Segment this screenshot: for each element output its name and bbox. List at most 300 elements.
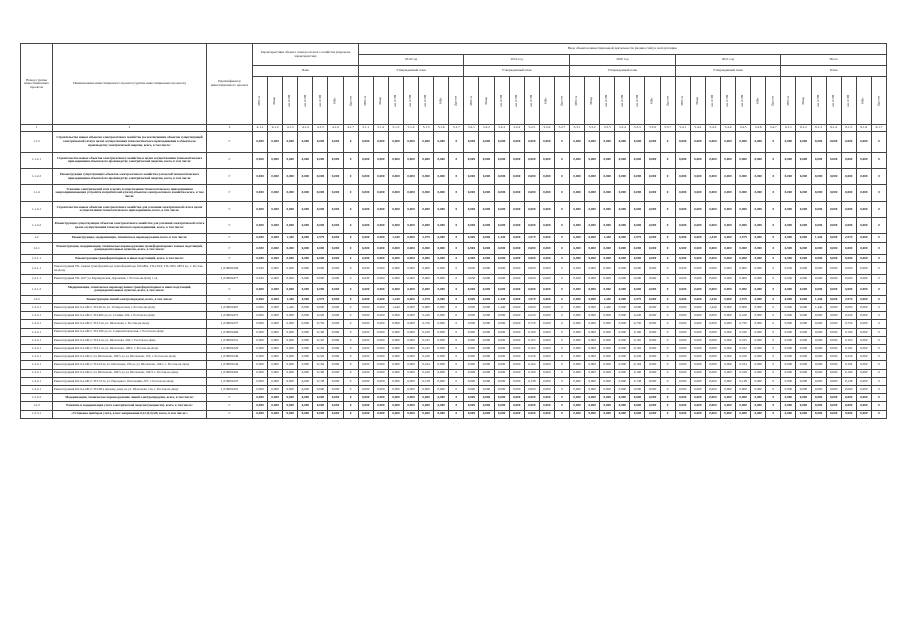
value-cell: 0,000: [328, 328, 343, 336]
value-cell: 2,979: [524, 295, 539, 303]
header-unit: [826, 77, 841, 125]
value-cell: 0,000: [811, 152, 826, 168]
value-cell: 0,750: [419, 320, 434, 328]
value-cell: 0: [871, 254, 886, 262]
value-cell: 0: [554, 254, 569, 262]
value-cell: 6,900: [675, 242, 690, 254]
value-cell: 0,000: [328, 336, 343, 344]
value-cell: 0,000: [751, 132, 766, 153]
value-cell: 0,000: [388, 336, 403, 344]
value-cell: 0,000: [509, 377, 524, 385]
value-cell: 1,440: [388, 295, 403, 303]
value-cell: 0,000: [690, 201, 705, 217]
row-id: I_018002544: [207, 361, 253, 369]
value-cell: 0,000: [736, 242, 751, 254]
row-number: 1.1.4: [21, 185, 53, 201]
value-cell: 0,000: [751, 201, 766, 217]
value-cell: 0: [660, 336, 675, 344]
value-cell: 0,000: [811, 185, 826, 201]
value-cell: 0,000: [675, 336, 690, 344]
value-cell: 0,000: [736, 263, 751, 275]
value-cell: 0,000: [328, 168, 343, 184]
value-cell: 0: [343, 402, 358, 410]
value-cell: 0: [343, 345, 358, 353]
value-cell: 0,000: [419, 132, 434, 153]
value-cell: 0: [343, 385, 358, 393]
value-cell: 0,000: [373, 369, 388, 377]
header-unit: [630, 77, 645, 125]
value-cell: 0,000: [403, 361, 418, 369]
value-cell: 0: [449, 369, 464, 377]
value-cell: 0,000: [268, 275, 283, 283]
value-cell: 0,000: [796, 304, 811, 312]
value-cell: 0: [766, 320, 781, 328]
value-cell: 0,000: [479, 345, 494, 353]
column-number: 1: [21, 125, 53, 132]
value-cell: 0,750: [524, 320, 539, 328]
value-cell: 0,000: [720, 218, 735, 234]
header-unit-label: км ЛЭП: [619, 94, 624, 107]
value-cell: 0,000: [373, 242, 388, 254]
value-cell: 0,000: [690, 385, 705, 393]
value-cell: 0,000: [524, 402, 539, 410]
value-cell: 0,000: [328, 353, 343, 361]
value-cell: 0,000: [283, 254, 298, 262]
value-cell: 0,000: [736, 168, 751, 184]
header-unit-label: МВт: [861, 97, 866, 104]
value-cell: 0,000: [298, 185, 313, 201]
value-cell: 0,000: [328, 385, 343, 393]
value-cell: 0,000: [615, 361, 630, 369]
value-cell: 0: [554, 242, 569, 254]
value-cell: 0: [554, 385, 569, 393]
value-cell: 0: [660, 410, 675, 418]
value-cell: 0,000: [253, 320, 268, 328]
value-cell: 0,000: [479, 168, 494, 184]
value-cell: 0: [660, 385, 675, 393]
row-number: 1.2.1.1: [21, 275, 53, 283]
value-cell: 0,000: [570, 201, 585, 217]
value-cell: 0,000: [253, 201, 268, 217]
value-cell: 0,000: [841, 218, 856, 234]
value-cell: 0: [766, 385, 781, 393]
value-cell: 0,000: [781, 385, 796, 393]
value-cell: 0,000: [373, 201, 388, 217]
row-id: I_018002466: [207, 328, 253, 336]
value-cell: 0,220: [841, 312, 856, 320]
value-cell: 0: [766, 275, 781, 283]
value-cell: 0,000: [796, 295, 811, 303]
value-cell: 0,000: [796, 410, 811, 418]
value-cell: 0,000: [509, 295, 524, 303]
column-number: 5.2.7: [554, 125, 569, 132]
value-cell: 0,000: [313, 263, 328, 275]
value-cell: 0,000: [781, 369, 796, 377]
value-cell: 0,000: [388, 328, 403, 336]
value-cell: 0,000: [811, 336, 826, 344]
header-unit: [720, 77, 735, 125]
header-project-id: Идентификатор инвестиционного проекта: [207, 44, 253, 125]
value-cell: 0: [554, 394, 569, 402]
header-unit-label: км ЛЭП: [830, 94, 835, 107]
value-cell: 0,000: [298, 394, 313, 402]
header-unit: [283, 77, 298, 125]
investment-table: [20, 43, 887, 419]
value-cell: 0,000: [856, 168, 871, 184]
value-cell: 0,000: [253, 185, 268, 201]
table-row: [21, 242, 887, 254]
table-row: [21, 295, 887, 303]
value-cell: 0: [766, 394, 781, 402]
value-cell: 0,000: [600, 275, 615, 283]
column-number: 5.4.5: [736, 125, 751, 132]
header-unit: [419, 77, 434, 125]
value-cell: 0,000: [434, 242, 449, 254]
value-cell: 6,900: [570, 234, 585, 242]
column-number: 5.1.6: [434, 125, 449, 132]
value-cell: 0,000: [645, 201, 660, 217]
header-unit: [403, 77, 418, 125]
value-cell: 0: [660, 320, 675, 328]
value-cell: 0,000: [328, 361, 343, 369]
value-cell: 0: [871, 353, 886, 361]
row-name: Реконструкция, модернизация, техническое перевооружение всего, в том числе:: [53, 234, 207, 242]
value-cell: 0,000: [585, 242, 600, 254]
value-cell: 0: [871, 168, 886, 184]
value-cell: 0,000: [253, 312, 268, 320]
value-cell: 0,000: [494, 369, 509, 377]
value-cell: 0: [449, 152, 464, 168]
column-number: 5.2.2: [479, 125, 494, 132]
header-unit: [509, 77, 524, 125]
value-cell: 0,000: [524, 168, 539, 184]
value-cell: 0,000: [585, 254, 600, 262]
column-number: 5.1.3: [388, 125, 403, 132]
value-cell: 0,000: [358, 410, 373, 418]
header-total: Итого: [781, 55, 887, 66]
value-cell: 0,000: [856, 361, 871, 369]
value-cell: 0,000: [494, 361, 509, 369]
header-unit: [358, 77, 373, 125]
value-cell: 0,000: [373, 336, 388, 344]
value-cell: 0,000: [479, 304, 494, 312]
value-cell: 0,000: [736, 283, 751, 295]
value-cell: 0,750: [841, 320, 856, 328]
value-cell: 2,979: [630, 234, 645, 242]
value-cell: 0,000: [570, 377, 585, 385]
value-cell: 0,000: [298, 304, 313, 312]
table-row: [21, 394, 887, 402]
value-cell: 0,226: [841, 353, 856, 361]
table-row: [21, 283, 887, 295]
value-cell: 0,000: [841, 283, 856, 295]
header-unit-label: МВт: [649, 97, 654, 104]
value-cell: 0,000: [675, 304, 690, 312]
value-cell: 0: [449, 242, 464, 254]
row-number: 1.2.1: [21, 242, 53, 254]
header-unit-label: МВ×А: [362, 95, 367, 106]
value-cell: 0,162: [313, 345, 328, 353]
header-unit-label: км ЛЭП: [302, 94, 307, 107]
value-cell: 0,000: [856, 304, 871, 312]
value-cell: 0,000: [826, 185, 841, 201]
value-cell: 0,000: [751, 394, 766, 402]
value-cell: 0,000: [796, 320, 811, 328]
column-number: 4.1.2: [268, 125, 283, 132]
row-id: I_018002229: [207, 345, 253, 353]
value-cell: 0,000: [509, 275, 524, 283]
value-cell: 0,000: [434, 218, 449, 234]
value-cell: 0,000: [494, 320, 509, 328]
value-cell: 0,000: [373, 185, 388, 201]
value-cell: 0,000: [328, 201, 343, 217]
row-id: Г: [207, 410, 253, 418]
value-cell: 0,000: [494, 336, 509, 344]
value-cell: 0,000: [751, 304, 766, 312]
value-cell: 0,000: [600, 345, 615, 353]
value-cell: 0,000: [388, 369, 403, 377]
value-cell: 0,000: [720, 394, 735, 402]
column-number: 5.3.5: [630, 125, 645, 132]
row-name: Усиление электрической сети в целях осуществления технологического присоединения энергопринимающих устройств потребителей и (или) объектов электросетевого хозяйства всего, в том числе:: [53, 185, 207, 201]
table-row: [21, 152, 887, 168]
value-cell: 0,000: [539, 201, 554, 217]
value-cell: 0,000: [509, 361, 524, 369]
value-cell: 0: [660, 234, 675, 242]
value-cell: 0,000: [539, 353, 554, 361]
value-cell: 0,000: [690, 402, 705, 410]
value-cell: 6,900: [358, 234, 373, 242]
value-cell: 0,000: [645, 304, 660, 312]
value-cell: 0,000: [720, 275, 735, 283]
value-cell: 0,000: [690, 345, 705, 353]
value-cell: 0,000: [811, 242, 826, 254]
value-cell: 0,000: [464, 377, 479, 385]
value-cell: 0,000: [856, 345, 871, 353]
column-number: 5.4.1: [675, 125, 690, 132]
value-cell: 0,000: [645, 328, 660, 336]
value-cell: 0,630: [358, 263, 373, 275]
value-cell: 0,630: [781, 263, 796, 275]
value-cell: 0: [343, 254, 358, 262]
value-cell: 0,000: [585, 410, 600, 418]
value-cell: 0,000: [781, 328, 796, 336]
header-year-2020: 2020 год: [570, 55, 676, 66]
value-cell: 0,000: [464, 132, 479, 153]
value-cell: 0: [660, 304, 675, 312]
value-cell: 1,440: [811, 295, 826, 303]
value-cell: 0,000: [720, 361, 735, 369]
value-cell: 0,000: [268, 402, 283, 410]
value-cell: 0: [449, 254, 464, 262]
value-cell: 0,000: [419, 242, 434, 254]
value-cell: 0,000: [585, 377, 600, 385]
value-cell: 0,000: [826, 336, 841, 344]
column-number: 5.4.3: [705, 125, 720, 132]
value-cell: 0,000: [841, 254, 856, 262]
table-row: [21, 312, 887, 320]
value-cell: 6,900: [570, 254, 585, 262]
value-cell: 0,630: [570, 263, 585, 275]
column-number: 5.4.2: [690, 125, 705, 132]
value-cell: 0,000: [373, 263, 388, 275]
value-cell: 0,000: [645, 369, 660, 377]
value-cell: 0: [449, 275, 464, 283]
column-number: 5.2.6: [539, 125, 554, 132]
value-cell: 1,440: [283, 234, 298, 242]
value-cell: 0,000: [313, 201, 328, 217]
value-cell: 0,000: [479, 275, 494, 283]
value-cell: 0,000: [600, 369, 615, 377]
value-cell: 0: [343, 218, 358, 234]
value-cell: 2,979: [736, 295, 751, 303]
value-cell: 0,162: [524, 345, 539, 353]
header-unit-label: км ЛЭП: [408, 94, 413, 107]
value-cell: 0,000: [539, 304, 554, 312]
value-cell: 0,000: [600, 185, 615, 201]
value-cell: 0,000: [434, 152, 449, 168]
value-cell: 0: [343, 312, 358, 320]
value-cell: 0,000: [539, 394, 554, 402]
value-cell: 0,000: [434, 345, 449, 353]
value-cell: 0,000: [841, 304, 856, 312]
value-cell: 0: [449, 234, 464, 242]
value-cell: 0,000: [796, 263, 811, 275]
column-number: 5.1.5: [419, 125, 434, 132]
value-cell: 0,000: [811, 132, 826, 153]
value-cell: 0,000: [388, 201, 403, 217]
row-number: 1.1.2: [21, 132, 53, 153]
value-cell: 0,000: [494, 254, 509, 262]
value-cell: 0: [660, 402, 675, 410]
value-cell: 0,000: [268, 132, 283, 153]
value-cell: 0,000: [645, 295, 660, 303]
header-unit: [373, 77, 388, 125]
value-cell: 0,000: [690, 394, 705, 402]
value-cell: 0,000: [509, 168, 524, 184]
row-id: I_018002477: [207, 275, 253, 283]
value-cell: 0,000: [811, 168, 826, 184]
value-cell: 0,162: [419, 345, 434, 353]
table-row: [21, 275, 887, 283]
row-number: 1.2: [21, 234, 53, 242]
value-cell: 0,000: [841, 132, 856, 153]
value-cell: 0: [871, 185, 886, 201]
row-name: Реконструкция существующих объектов электросетевого хозяйства для целей технологического присоединения объектов по производству электрической энергии, всего, в том числе:: [53, 168, 207, 184]
value-cell: 0: [766, 283, 781, 295]
header-unit: [524, 77, 539, 125]
value-cell: 0,000: [479, 295, 494, 303]
value-cell: 0: [871, 295, 886, 303]
value-cell: 0,000: [524, 185, 539, 201]
row-id: Г: [207, 234, 253, 242]
value-cell: 0,000: [645, 234, 660, 242]
header-plan-label: Утвержденный план: [358, 66, 464, 77]
value-cell: 0,000: [298, 242, 313, 254]
header-unit-label: Другое: [347, 95, 352, 106]
value-cell: 0,000: [313, 242, 328, 254]
value-cell: 0,000: [781, 132, 796, 153]
value-cell: 0,000: [705, 132, 720, 153]
value-cell: 0,000: [403, 234, 418, 242]
value-cell: 0: [766, 345, 781, 353]
value-cell: 0,000: [811, 320, 826, 328]
value-cell: 0: [871, 394, 886, 402]
value-cell: 0,000: [403, 385, 418, 393]
value-cell: 0,000: [751, 242, 766, 254]
value-cell: 0,000: [856, 218, 871, 234]
value-cell: 0,000: [479, 369, 494, 377]
value-cell: 0,000: [253, 353, 268, 361]
value-cell: 0,000: [675, 369, 690, 377]
value-cell: 0,000: [464, 218, 479, 234]
value-cell: 0,000: [736, 152, 751, 168]
value-cell: 0: [660, 152, 675, 168]
value-cell: 0,000: [373, 353, 388, 361]
header-unit: [554, 77, 569, 125]
value-cell: 0,000: [675, 402, 690, 410]
row-name: Реконструкция КЛ-0,4 кВ от ул. Шолохова, 196/5 до ул. Шолохова, 196/3, г. Ростов-на-Дону: [53, 369, 207, 377]
value-cell: 0,000: [751, 295, 766, 303]
value-cell: 0,000: [630, 201, 645, 217]
value-cell: 0,000: [373, 320, 388, 328]
header-unit: [736, 77, 751, 125]
value-cell: 0: [449, 328, 464, 336]
value-cell: 0,000: [539, 410, 554, 418]
value-cell: 0: [660, 218, 675, 234]
table-row: [21, 263, 887, 275]
value-cell: 0,000: [373, 328, 388, 336]
value-cell: 0,000: [434, 353, 449, 361]
value-cell: 0,000: [419, 304, 434, 312]
header-unit-label: км ЛЭП: [423, 94, 428, 107]
table-row: [21, 304, 887, 312]
value-cell: 0,000: [268, 295, 283, 303]
value-cell: 0,000: [403, 168, 418, 184]
value-cell: 0,000: [283, 283, 298, 295]
value-cell: 0,000: [811, 394, 826, 402]
value-cell: 0,630: [253, 275, 268, 283]
value-cell: 0: [554, 168, 569, 184]
value-cell: 0: [343, 361, 358, 369]
value-cell: 0,000: [298, 152, 313, 168]
value-cell: 0,000: [781, 377, 796, 385]
value-cell: 0,000: [509, 201, 524, 217]
value-cell: 0,000: [796, 132, 811, 153]
header-unit: [811, 77, 826, 125]
value-cell: 0,160: [419, 369, 434, 377]
value-cell: 0,000: [539, 402, 554, 410]
table-row: [21, 234, 887, 242]
header-plan-label: Утвержденный план: [464, 66, 570, 77]
value-cell: 0,000: [494, 377, 509, 385]
value-cell: 0,000: [645, 361, 660, 369]
value-cell: 0: [660, 361, 675, 369]
header-commissioning: Ввод объектов инвестиционной деятельности (мощностей) в эксплуатацию: [358, 44, 887, 55]
value-cell: 0,000: [705, 385, 720, 393]
value-cell: 0,000: [675, 353, 690, 361]
value-cell: 1,440: [600, 295, 615, 303]
value-cell: 0,630: [675, 263, 690, 275]
value-cell: 0,000: [253, 361, 268, 369]
value-cell: 0: [766, 377, 781, 385]
value-cell: 0,000: [494, 263, 509, 275]
value-cell: 0,000: [388, 132, 403, 153]
value-cell: 0,000: [570, 394, 585, 402]
value-cell: 0,000: [283, 201, 298, 217]
value-cell: 0,000: [781, 402, 796, 410]
value-cell: 0,000: [283, 345, 298, 353]
